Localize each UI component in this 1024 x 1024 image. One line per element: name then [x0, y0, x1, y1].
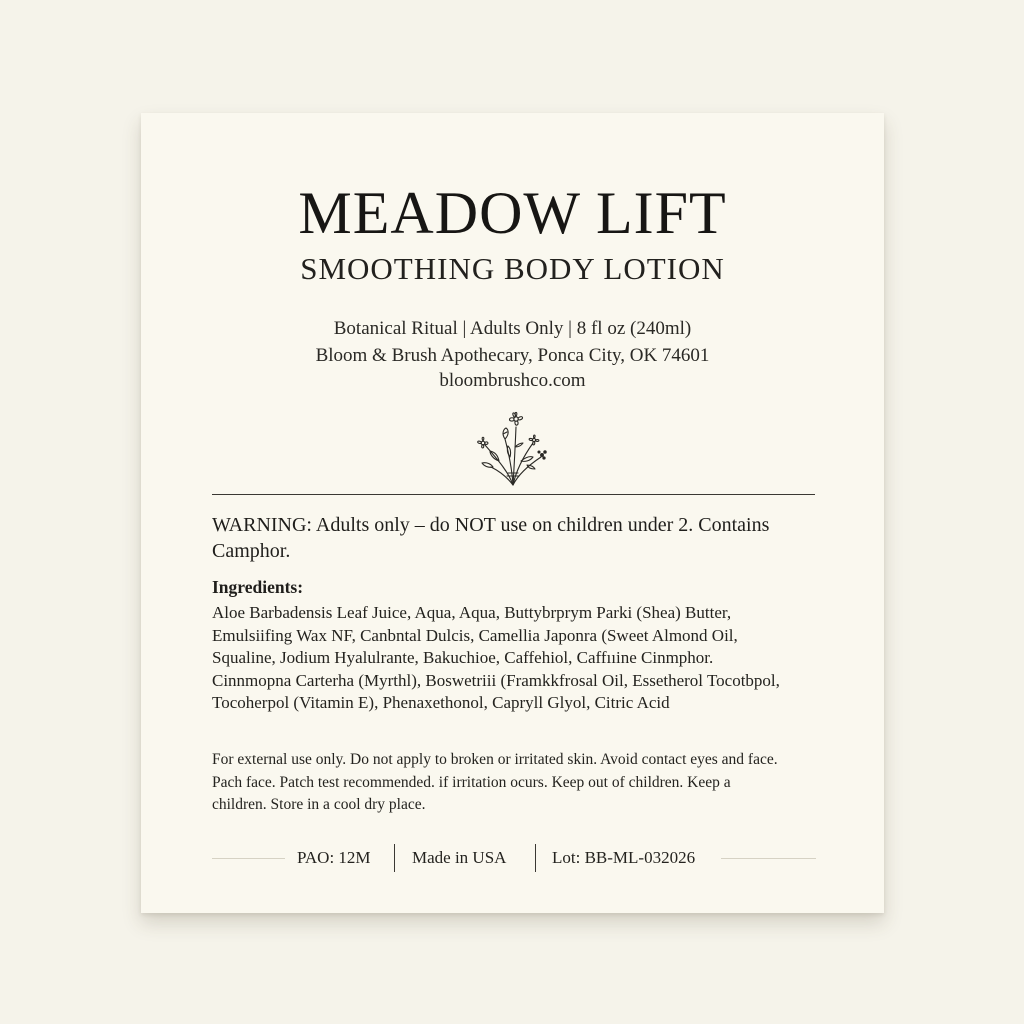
- footer-separator: [535, 844, 536, 872]
- ingredients-line: Emulsiifing Wax NF, Canbntal Dulcis, Camellia Japonra (Sweet Almond Oil,: [212, 625, 738, 645]
- ingredients-line: Tocoherpol (Vitamin E), Phenaxethonol, Capryll Glyol, Citric Acid: [212, 693, 670, 712]
- ingredients-line: Squaline, Jodium Hyalulrante, Bakuchioe, Caffehiol, Caffııine Cinmphor.: [212, 648, 714, 667]
- floral-bouquet-icon: [463, 399, 563, 489]
- ingredients-line: Aloe Barbadensis Leaf Juice, Aqua, Aqua, Buttybrprym Parki (Shea) Butter,: [212, 603, 732, 622]
- product-label: [141, 113, 884, 913]
- usage-directions: [212, 749, 862, 817]
- warning-text: WARNING: Adults only – do NOT use on children under 2. Contains Camphor.: [212, 514, 770, 562]
- product-name: SMOOTHING BODY LOTION: [300, 251, 725, 286]
- website: bloombrushco.com: [439, 370, 586, 391]
- directions-line: Pach face. Patch test recommended. if irritation ocurs. Keep out of children. Keep a: [212, 773, 731, 791]
- ingredients-heading: Ingredients:: [212, 577, 304, 597]
- footer-separator: [394, 844, 395, 872]
- origin-text: Made in USA: [412, 848, 507, 867]
- ingredients-list: [212, 602, 842, 715]
- ingredients-line: Cinnmopna Carterha (Myrthl), Boswetriii (Framkkfrosal Oil, Essetherol Tocotbpol,: [212, 670, 780, 690]
- divider: [212, 494, 815, 495]
- footer-rule-left: [212, 858, 285, 859]
- maker-address: Bloom & Brush Apothecary, Ponca City, OK 74601: [315, 345, 710, 366]
- label-footer: [212, 843, 816, 873]
- pao-text: PAO: 12M: [297, 848, 371, 867]
- product-details: Botanical Ritual | Adults Only | 8 fl oz (240ml): [333, 318, 692, 339]
- lot-number: Lot: BB-ML-032026: [552, 848, 696, 867]
- footer-rule-right: [721, 858, 816, 859]
- directions-line: children. Store in a cool dry place.: [212, 796, 426, 813]
- directions-line: For external use only. Do not apply to broken or irritated skin. Avoid contact eyes and face.: [212, 751, 778, 768]
- brand-name: MEADOW LIFT: [298, 180, 727, 246]
